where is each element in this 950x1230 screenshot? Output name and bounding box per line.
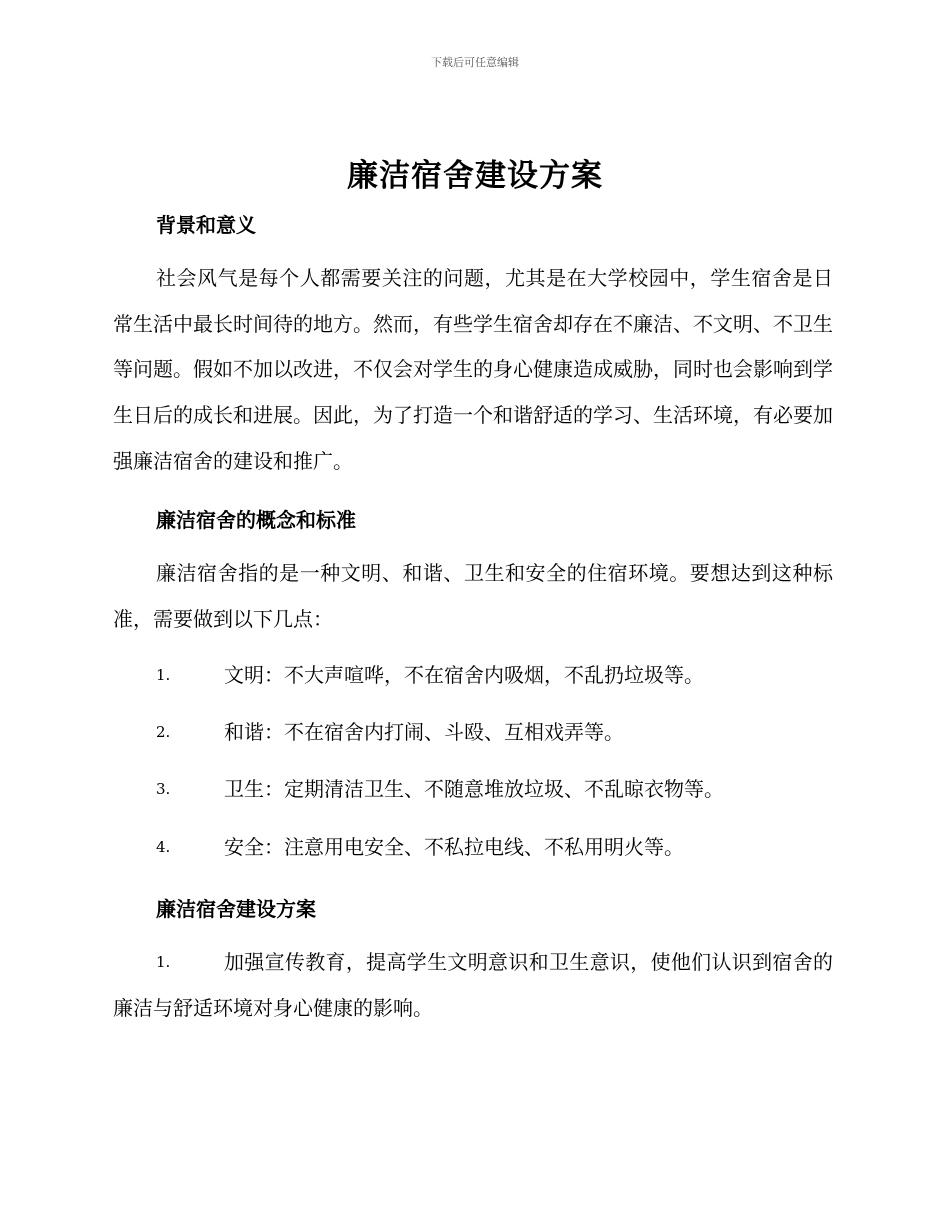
concept-paragraph: 廉洁宿舍指的是一种文明、和谐、卫生和安全的住宿环境。要想达到这种标准，需要做到以下几点： bbox=[113, 561, 833, 631]
background-paragraph: 社会风气是每个人都需要关注的问题，尤其是在大学校园中，学生宿舍是日常生活中最长时间待的地方。然而，有些学生宿舍却存在不廉洁、不文明、不卫生等问题。假如不加以改进，不仅会对学生的身心健康造成威胁，同时也会影响到学生日后的成长和进展。因此，为了打造一个和谐舒适的学习、生活环境，有必要加强廉洁宿舍的建设和推广。 bbox=[113, 266, 833, 473]
list-item-number: 1. bbox=[156, 953, 171, 971]
list-item-text: 加强宣传教育，提高学生文明意识和卫生意识，使他们认识到宿舍的廉洁与舒适环境对身心健康的影响。 bbox=[113, 950, 833, 1020]
document-title: 廉洁宿舍建设方案 bbox=[347, 158, 603, 194]
section-heading-plan: 廉洁宿舍建设方案 bbox=[156, 897, 316, 921]
header-note: 下载后可任意编辑 bbox=[431, 56, 519, 69]
list-item-number: 1. bbox=[156, 666, 171, 684]
list-item-number: 3. bbox=[156, 780, 171, 798]
list-item bbox=[113, 940, 833, 1031]
list-item-text: 卫生：定期清洁卫生、不随意堆放垃圾、不乱晾衣物等。 bbox=[224, 777, 724, 801]
list-item-text: 文明：不大声喧哗，不在宿舍内吸烟，不乱扔垃圾等。 bbox=[224, 663, 704, 687]
section-heading-background: 背景和意义 bbox=[156, 213, 256, 237]
list-item-number: 4. bbox=[156, 838, 171, 856]
list-item bbox=[113, 710, 833, 756]
list-item bbox=[113, 653, 833, 699]
list-item-number: 2. bbox=[156, 723, 171, 741]
section-heading-concept: 廉洁宿舍的概念和标准 bbox=[156, 508, 356, 532]
list-item bbox=[113, 825, 833, 871]
list-item bbox=[113, 767, 833, 813]
list-item-text: 安全：注意用电安全、不私拉电线、不私用明火等。 bbox=[224, 835, 684, 859]
list-item-text: 和谐：不在宿舍内打闹、斗殴、互相戏弄等。 bbox=[224, 720, 624, 744]
